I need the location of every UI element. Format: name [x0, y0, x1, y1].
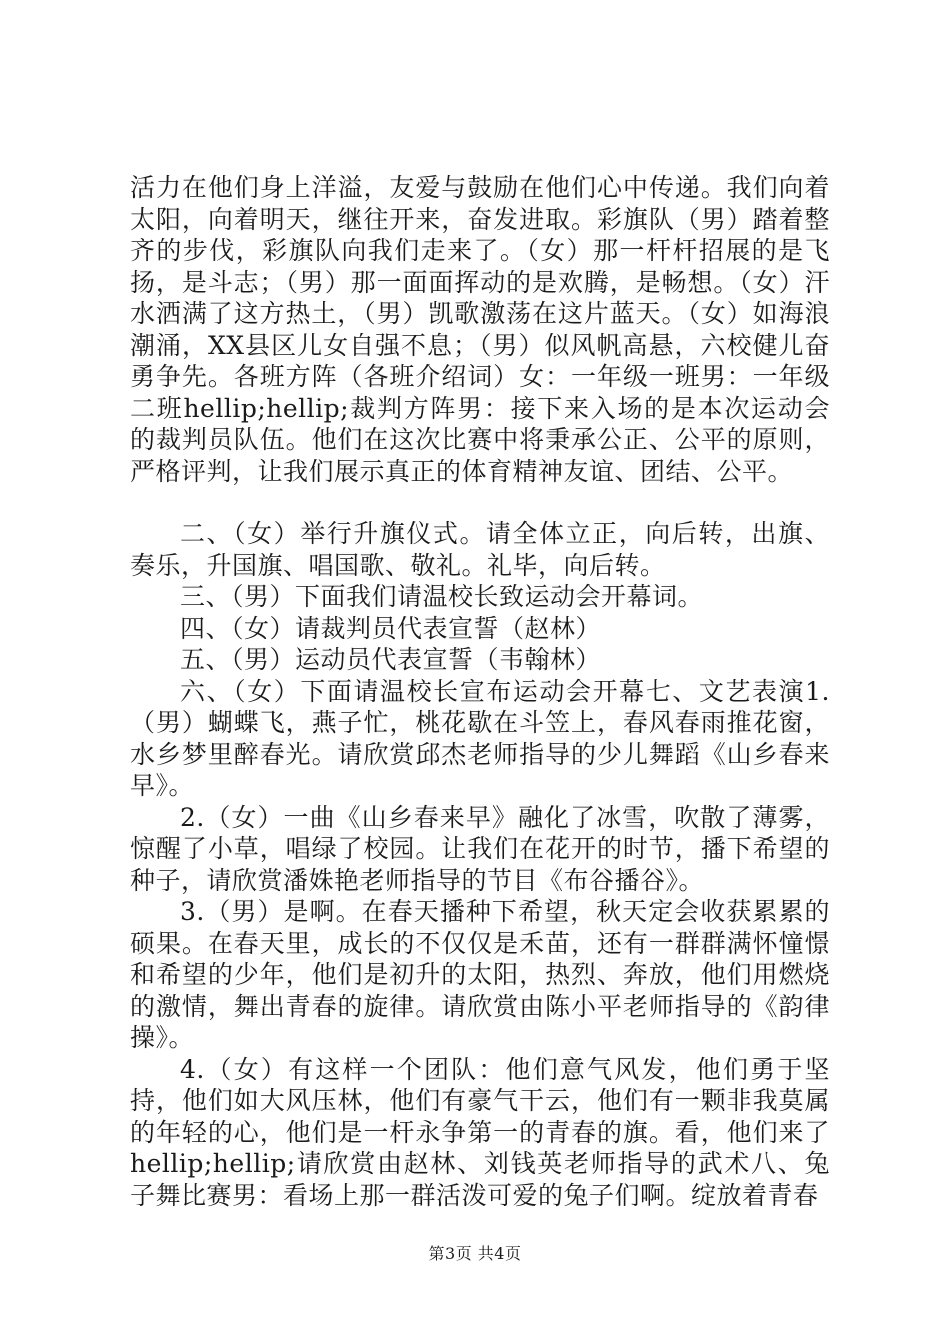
paragraph-opening-speech: 三、（男）下面我们请温校长致运动会开幕词。 — [180, 582, 704, 611]
paragraph-opening: 活力在他们身上洋溢，友爱与鼓励在他们心中传递。我们向着太阳，向着明天，继往开来，奋发进取。彩旗队（男）踏着整齐的步伐，彩旗队向我们走来了。（女）那一杆杆招展的是飞扬，是斗志；（男）那一面面挥动的是欢腾，是畅想。（女）汗水洒满了这方热土，（男）凯歌激荡在这片蓝天。（女）如海浪潮涌，XX县区儿女自强不息；（男）似风帆高悬，六校健儿奋勇争先。各班方阵（各班介绍词）女：一年级一班男：一年级二班hellip;hellip;裁判方阵男：接下来入场的是本次运动会的裁判员队伍。他们在这次比赛中将秉承公正、公平的原则，严格评判，让我们展示真正的体育精神友谊、团结、公平。 — [130, 173, 830, 486]
paragraph-performance-4: 4.（女）有这样一个团队：他们意气风发，他们勇于坚持，他们如大风压林，他们有豪气干云，他们有一颗非我莫属的年轻的心，他们是一杆永争第一的青春的旗。看，他们来了hellip;hellip;请欣赏由赵林、刘钱英老师指导的武术八、兔子舞比赛男：看场上那一群活泼可爱的兔子们啊。绽放着青春 — [130, 1054, 830, 1210]
document-body — [130, 172, 830, 1211]
paragraph-referee-oath: 四、（女）请裁判员代表宣誓（赵林） — [180, 613, 602, 643]
paragraph-performance-3: 3.（男）是啊。在春天播种下希望，秋天定会收获累累的硕果。在春天里，成长的不仅仅是禾苗，还有一群群满怀憧憬和希望的少年，他们是初升的太阳，热烈、奔放，他们用燃烧的激情，舞出青春的旋律。请欣赏由陈小平老师指导的《韵律操》。 — [130, 897, 830, 1052]
page-number-footer: 第3页 共4页 — [428, 1244, 522, 1263]
paragraph-flag-raising: 二、（女）举行升旗仪式。请全体立正，向后转，出旗、奏乐，升国旗、唱国歌、敬礼。礼毕，向后转。 — [130, 519, 830, 580]
paragraph-athlete-oath: 五、（男）运动员代表宣誓（韦翰林） — [180, 645, 602, 674]
paragraph-performance-1: 六、（女）下面请温校长宣布运动会开幕七、文艺表演1.（男）蝴蝶飞，燕子忙，桃花歇在斗笠上，春风春雨推花窗，水乡梦里醉春光。请欣赏邱杰老师指导的少儿舞蹈《山乡春来早》。 — [130, 676, 830, 800]
paragraph-performance-2: 2.（女）一曲《山乡春来早》融化了冰雪，吹散了薄雾，惊醒了小草，唱绿了校园。让我们在花开的时节，播下希望的种子，请欣赏潘姝艳老师指导的节目《布谷播谷》。 — [130, 802, 830, 895]
